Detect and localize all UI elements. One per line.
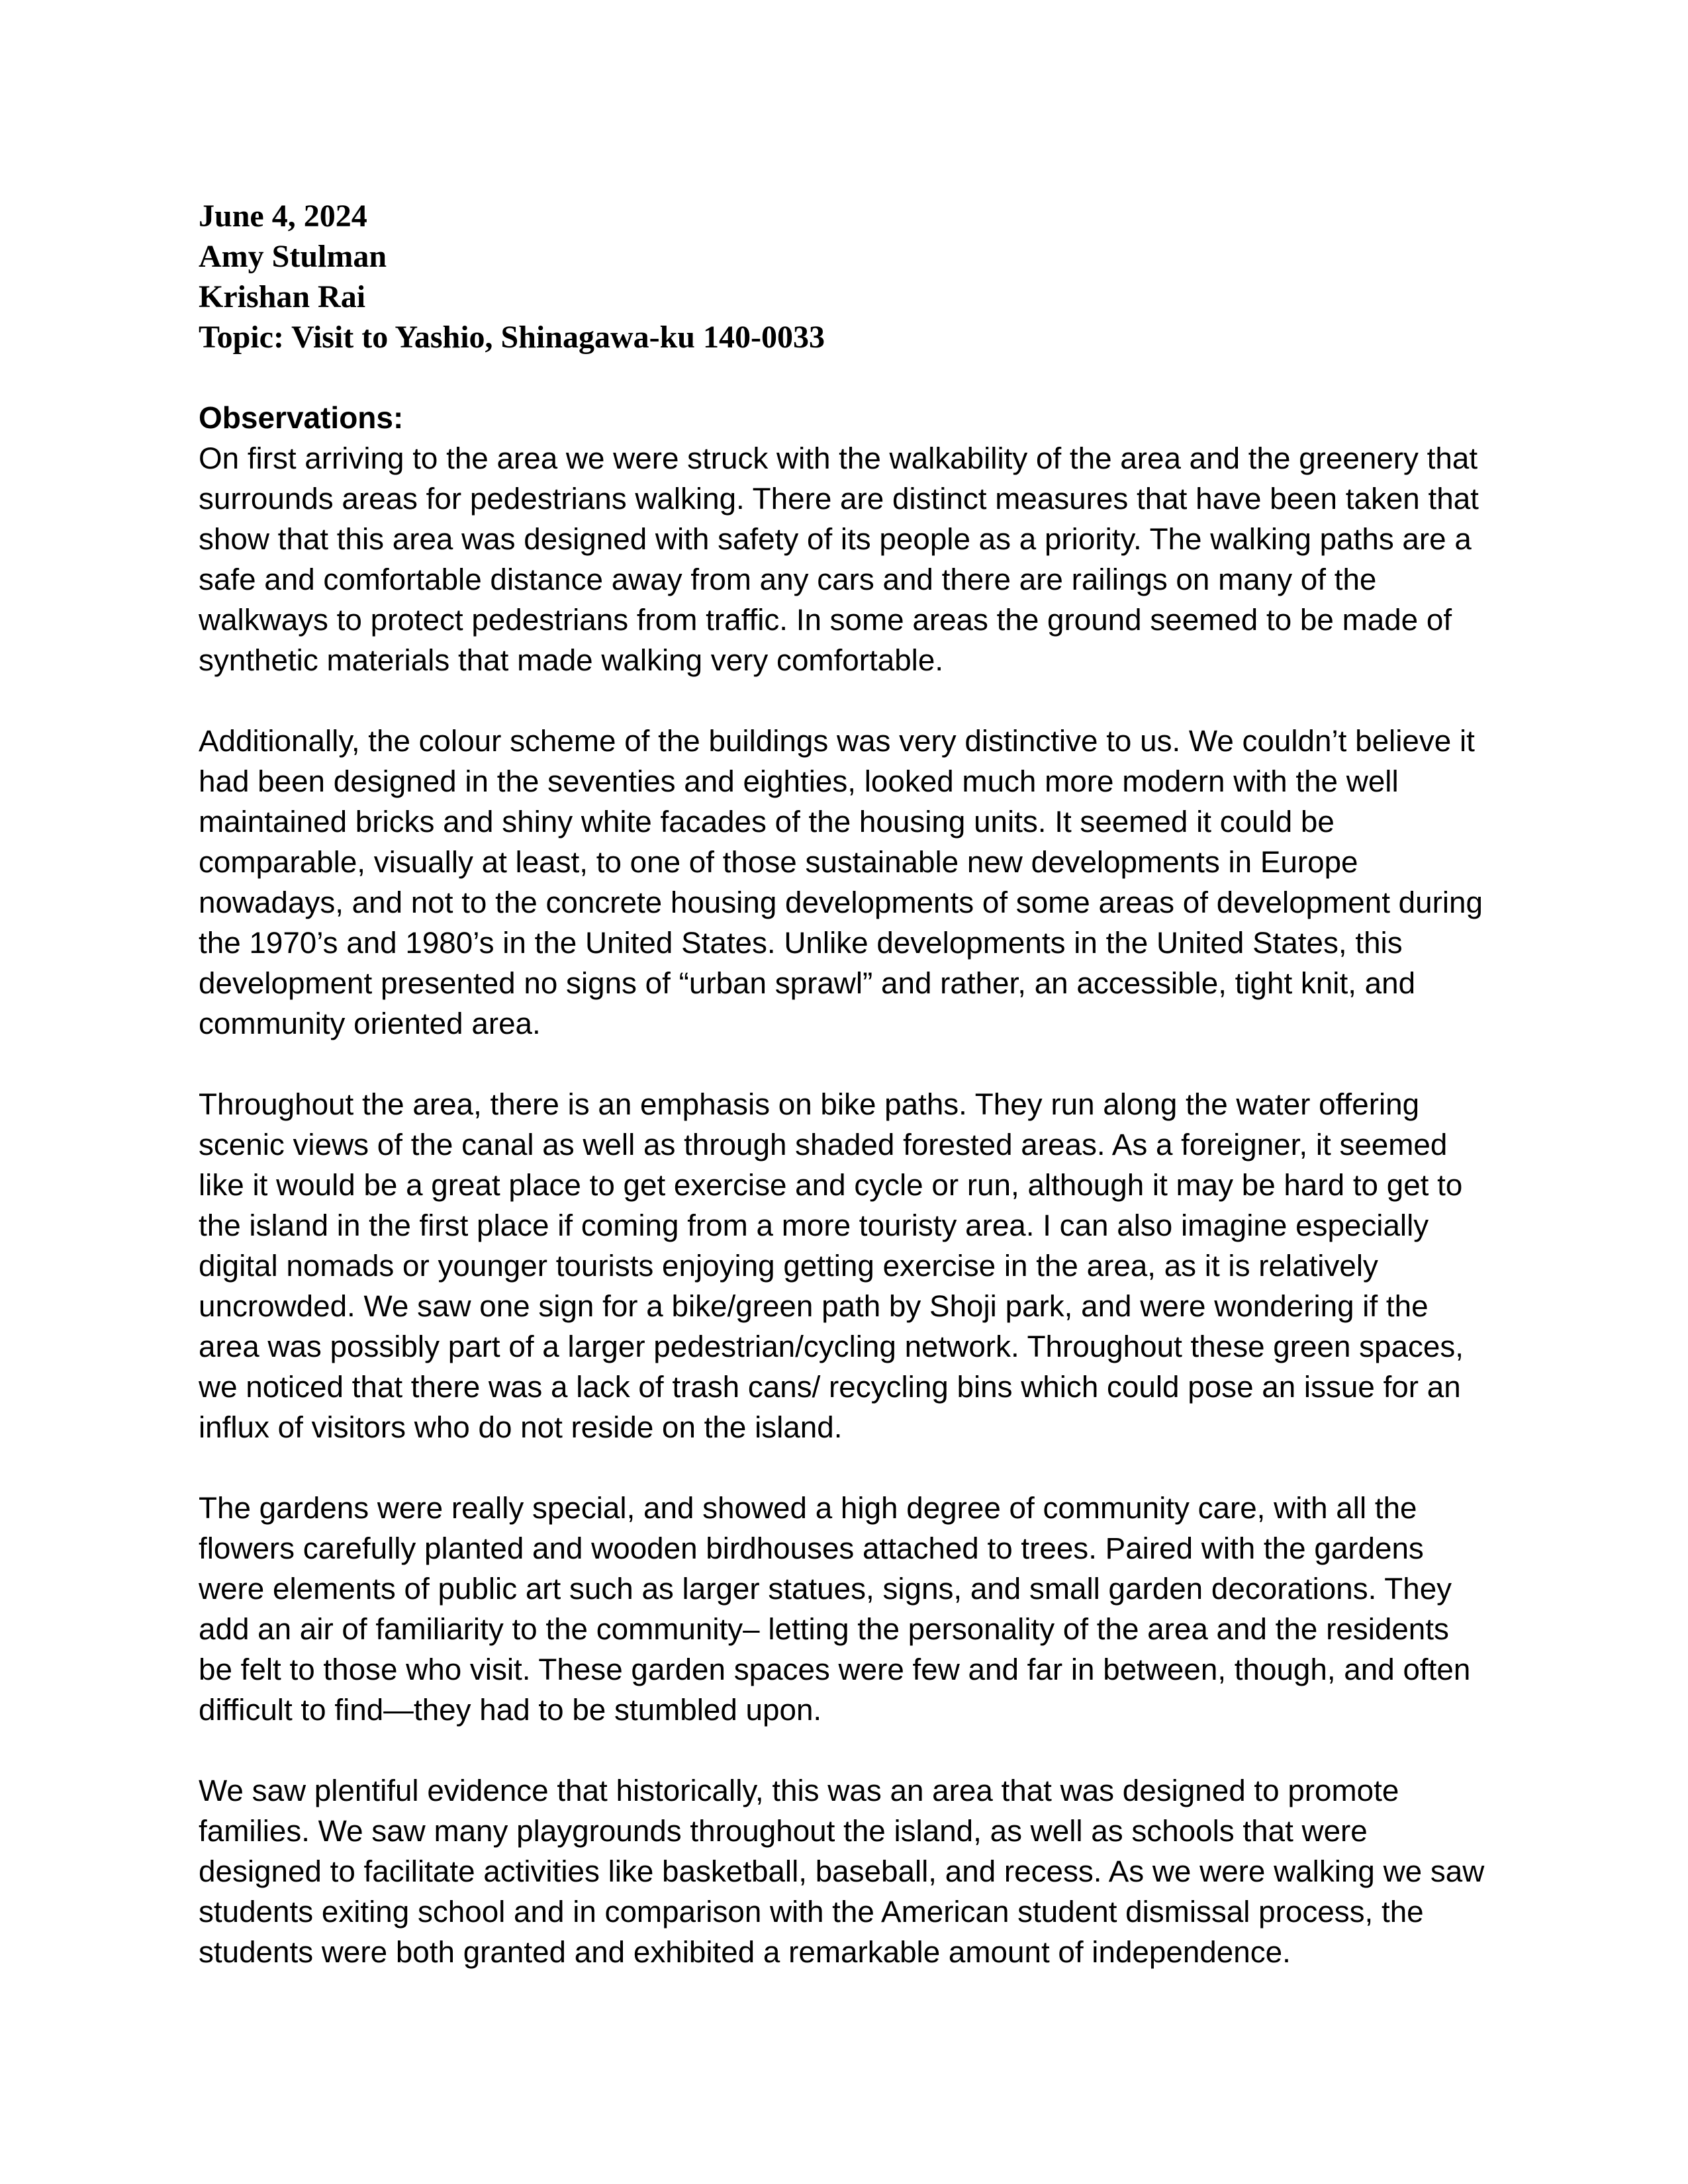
paragraph-colour-scheme: Additionally, the colour scheme of the buildings was very distinctive to us. We couldn’t believe it had been designed in the seventies and eighties, looked much more modern with the well maintained bricks and shiny white facades of the housing units. It seemed it could be comparable, visually at least, to one of those sustainable new developments in Europe nowadays, and not to the concrete housing developments of some areas of development during the 1970’s and 1980’s in the United States. Unlike developments in the United States, this development presented no signs of “urban sprawl” and rather, an accessible, tight knit, and community oriented area.	[199, 724, 1483, 1040]
paragraph-walkability: On first arriving to the area we were struck with the walkability of the area and the greenery that surrounds areas for pedestrians walking. There are distinct measures that have been taken that show that this area was designed with safety of its people as a priority. The walking paths are a safe and comfortable distance away from any cars and there are railings on many of the walkways to protect pedestrians from traffic. In some areas the ground seemed to be made of synthetic materials that made walking very comfortable.	[199, 441, 1479, 677]
memo-topic: Topic: Visit to Yashio, Shinagawa-ku 140-0033	[199, 320, 825, 355]
observations-heading: Observations:	[199, 400, 404, 435]
memo-author-1: Amy Stulman	[199, 239, 387, 274]
paragraph-gardens: The gardens were really special, and showed a high degree of community care, with all the flowers carefully planted and wooden birdhouses attached to trees. Paired with the gardens were elements of public art such as larger statues, signs, and small garden decorations. They add an air of familiarity to the community– letting the personality of the area and the residents be felt to those who visit. These garden spaces were few and far in between, though, and often difficult to find—they had to be stumbled upon.	[199, 1491, 1471, 1727]
paragraph-bike-paths: Throughout the area, there is an emphasis on bike paths. They run along the water offering scenic views of the canal as well as through shaded forested areas. As a foreigner, it seemed like it would be a great place to get exercise and cycle or run, although it may be hard to get to the island in the first place if coming from a more touristy area. I can also imagine especially digital nomads or younger tourists enjoying getting exercise in the area, as it is relatively uncrowded. We saw one sign for a bike/green path by Shoji park, and were wondering if the area was possibly part of a larger pedestrian/cycling network. Throughout these green spaces, we noticed that there was a lack of trash cans/ recycling bins which could pose an issue for an influx of visitors who do not reside on the island.	[199, 1087, 1464, 1444]
memo-date: June 4, 2024	[199, 199, 367, 234]
memo-author-2: Krishan Rai	[199, 279, 366, 314]
memo-header	[199, 196, 1489, 357]
paragraph-families: We saw plentiful evidence that historically, this was an area that was designed to promote families. We saw many playgrounds throughout the island, as well as schools that were designed to facilitate activities like basketball, baseball, and recess. As we were walking we saw students exiting school and in comparison with the American student dismissal process, the students were both granted and exhibited a remarkable amount of independence.	[199, 1774, 1485, 1969]
document-content	[199, 196, 1489, 1972]
